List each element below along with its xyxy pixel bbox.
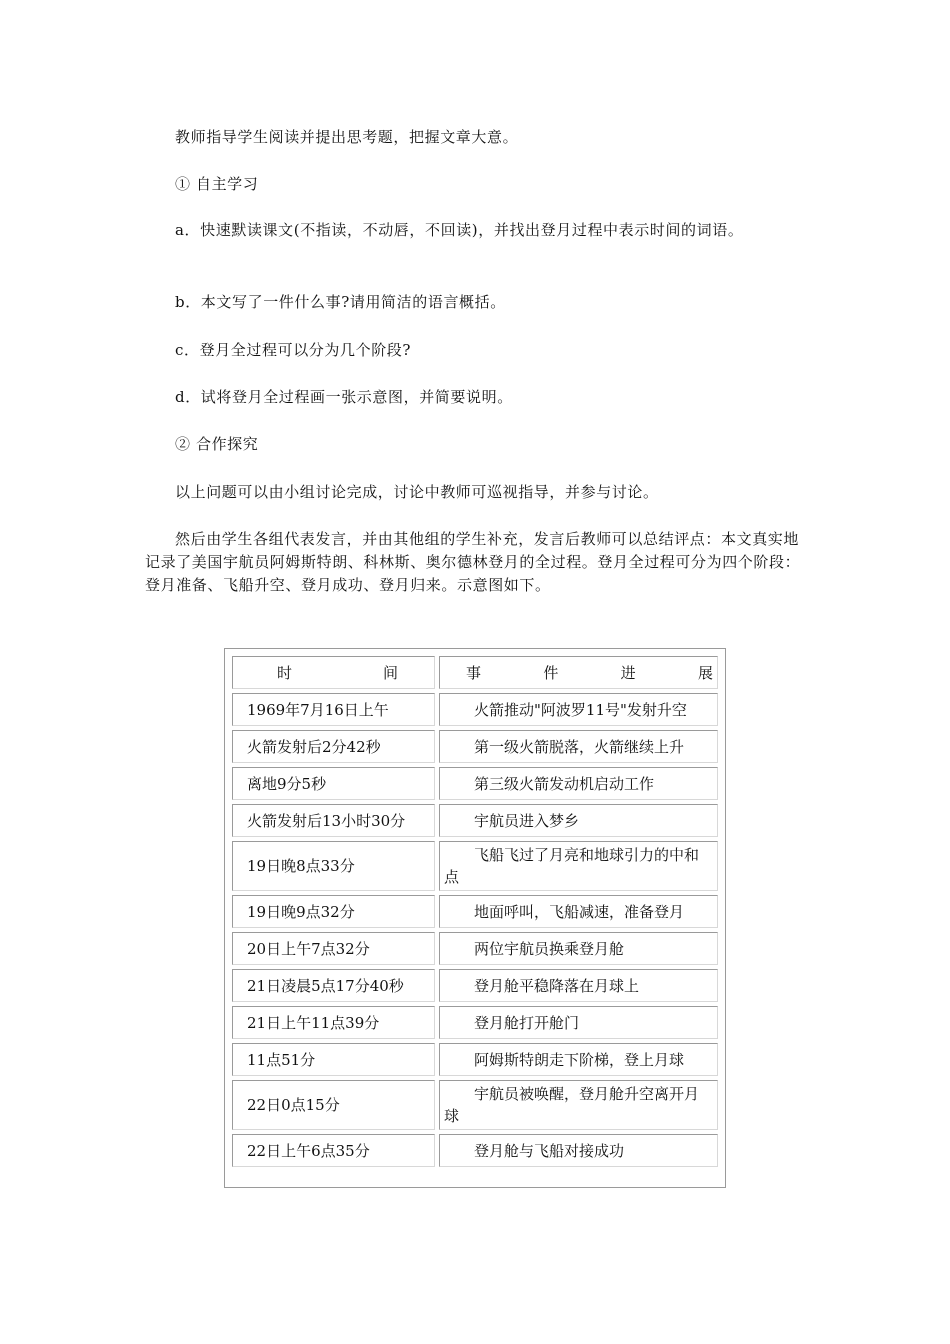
table-header-row xyxy=(232,656,718,689)
table-row xyxy=(232,1134,718,1167)
header-time-cell xyxy=(232,656,435,689)
header-time-char: 时 xyxy=(277,663,293,682)
paragraph-summary: 然后由学生各组代表发言，并由其他组的学生补充，发言后教师可以总结评点：本文真实地记录了美国宇航员阿姆斯特朗、科林斯、奥尔德林登月的全过程。登月全过程可分为四个阶段：登月准备、飞船升空、登月成功、登月归来。示意图如下。 xyxy=(145,530,801,594)
event-cell: 地面呼叫，飞船减速，准备登月 xyxy=(439,895,718,928)
table-row xyxy=(232,841,718,891)
table-row xyxy=(232,1006,718,1039)
header-event-char: 事 xyxy=(466,663,482,682)
section-heading-cooperation: ② 合作探究 xyxy=(175,435,259,453)
time-cell: 21日凌晨5点17分40秒 xyxy=(232,969,435,1002)
question-b: b．本文写了一件什么事?请用简洁的语言概括。 xyxy=(175,293,506,311)
table-row xyxy=(232,1043,718,1076)
section-heading-self-study: ① 自主学习 xyxy=(175,175,259,193)
time-cell: 火箭发射后2分42秒 xyxy=(232,730,435,763)
table-row xyxy=(232,932,718,965)
time-cell: 11点51分 xyxy=(232,1043,435,1076)
event-cell: 第三级火箭发动机启动工作 xyxy=(439,767,718,800)
table-row xyxy=(232,804,718,837)
paragraph-discussion: 以上问题可以由小组讨论完成，讨论中教师可巡视指导，并参与讨论。 xyxy=(175,483,659,501)
time-cell: 离地9分5秒 xyxy=(232,767,435,800)
question-a: a．快速默读课文(不指读，不动唇，不回读)，并找出登月过程中表示时间的词语。 xyxy=(175,221,744,239)
event-cell: 宇航员被唤醒，登月舱升空离开月球 xyxy=(439,1080,718,1130)
paragraph-intro: 教师指导学生阅读并提出思考题，把握文章大意。 xyxy=(175,128,519,146)
question-d: d．试将登月全过程画一张示意图，并简要说明。 xyxy=(175,388,513,406)
header-time-char: 间 xyxy=(382,663,398,682)
question-c: c．登月全过程可以分为几个阶段? xyxy=(175,341,412,359)
table-row xyxy=(232,969,718,1002)
time-cell: 19日晚8点33分 xyxy=(232,841,435,891)
time-cell: 22日上午6点35分 xyxy=(232,1134,435,1167)
event-cell: 登月舱平稳降落在月球上 xyxy=(439,969,718,1002)
timeline-table xyxy=(224,648,726,1188)
event-cell: 火箭推动"阿波罗11号"发射升空 xyxy=(439,693,718,726)
header-event-char: 进 xyxy=(620,663,636,682)
time-cell: 1969年7月16日上午 xyxy=(232,693,435,726)
table-row xyxy=(232,693,718,726)
header-event-cell xyxy=(439,656,718,689)
event-cell: 登月舱与飞船对接成功 xyxy=(439,1134,718,1167)
event-cell: 登月舱打开舱门 xyxy=(439,1006,718,1039)
time-cell: 22日0点15分 xyxy=(232,1080,435,1130)
time-cell: 21日上午11点39分 xyxy=(232,1006,435,1039)
time-cell: 火箭发射后13小时30分 xyxy=(232,804,435,837)
table-row xyxy=(232,767,718,800)
time-cell: 19日晚9点32分 xyxy=(232,895,435,928)
table-row xyxy=(232,730,718,763)
table-row xyxy=(232,895,718,928)
event-cell: 飞船飞过了月亮和地球引力的中和点 xyxy=(439,841,718,891)
event-cell: 阿姆斯特朗走下阶梯，登上月球 xyxy=(439,1043,718,1076)
event-cell: 两位宇航员换乘登月舱 xyxy=(439,932,718,965)
time-cell: 20日上午7点32分 xyxy=(232,932,435,965)
header-event-char: 件 xyxy=(543,663,559,682)
event-cell: 第一级火箭脱落，火箭继续上升 xyxy=(439,730,718,763)
header-event-char: 展 xyxy=(697,663,713,682)
event-cell: 宇航员进入梦乡 xyxy=(439,804,718,837)
timeline-table-grid xyxy=(228,652,722,1171)
table-row xyxy=(232,1080,718,1130)
